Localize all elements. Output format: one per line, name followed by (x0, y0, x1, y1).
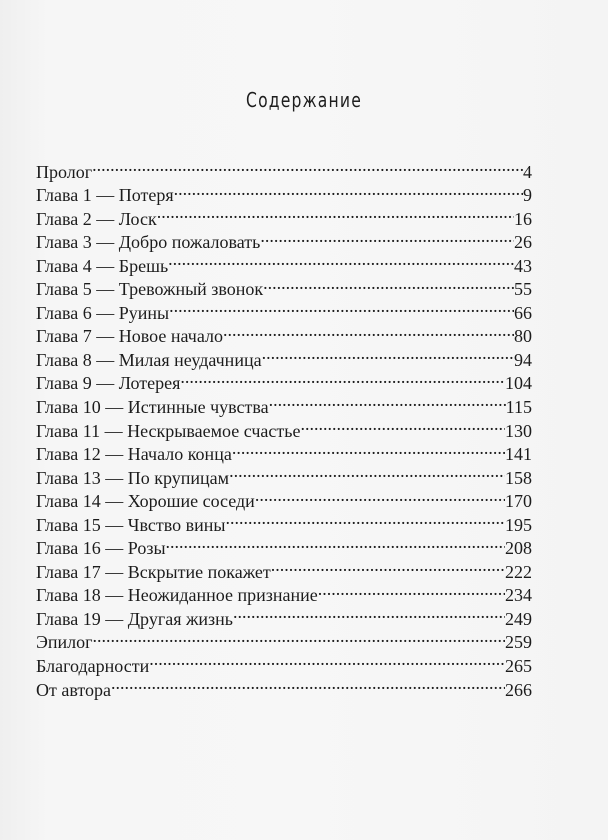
toc-entry-title: Глава 14 — Хорошие соседи (36, 491, 255, 512)
toc-entry (36, 672, 532, 700)
toc-entry-page-number: 80 (514, 326, 532, 347)
toc-entry-page-number: 141 (505, 444, 532, 465)
toc-entry-title: Глава 4 — Брешь (36, 255, 169, 276)
page-title: Содержание (246, 88, 362, 112)
toc-entry-title: Пролог (36, 161, 93, 182)
toc-entry-title: Глава 7 — Новое начало (36, 326, 223, 347)
toc-entry-page-number: 259 (505, 632, 532, 653)
toc-entry-page-number: 195 (505, 514, 532, 535)
toc-entry-page-number: 55 (514, 279, 532, 300)
toc-entry-page-number: 130 (505, 420, 532, 441)
toc-entry-title: Глава 1 — Потеря (36, 185, 174, 206)
toc-entry-page-number: 222 (505, 561, 532, 582)
dot-leader (169, 295, 514, 319)
dot-leader (223, 319, 514, 343)
dot-leader (229, 460, 505, 484)
dot-leader (318, 578, 505, 602)
dot-leader (93, 625, 505, 649)
toc-entry-title: Глава 16 — Розы (36, 538, 166, 559)
toc-entry-title: Глава 2 — Лоск (36, 208, 157, 229)
dot-leader (92, 154, 523, 178)
toc-entry-title: Глава 3 — Добро пожаловать (36, 232, 261, 253)
toc-entry (36, 648, 532, 677)
toc-entry-page-number: 158 (505, 467, 532, 488)
dot-leader (262, 342, 514, 366)
toc-entry-title: Глава 15 — Чвство вины (36, 514, 226, 535)
toc-entry-title: Глава 8 — Милая неудачница (36, 349, 262, 370)
dot-leader (233, 601, 505, 625)
toc-entry-title: Глава 9 — Лотерея (36, 373, 181, 394)
toc-entry-title: Глава 18 — Неожиданное признание (36, 585, 318, 606)
dot-leader (260, 225, 514, 249)
toc-entry-title: Глава 6 — Руины (36, 302, 170, 323)
dot-leader (168, 248, 514, 272)
toc-entry (36, 625, 532, 653)
toc-entry-title: Глава 5 — Тревожный звонок (36, 279, 264, 300)
dot-leader (232, 437, 505, 461)
toc-entry-page-number: 26 (514, 232, 532, 253)
dot-leader (263, 272, 514, 296)
table-of-contents (36, 154, 532, 700)
toc-entry-title: От автора (36, 679, 112, 700)
toc-entry-title: Глава 13 — По крупицам (36, 467, 230, 488)
toc-entry-title: Благодарности (36, 656, 150, 677)
toc-entry-page-number: 115 (505, 397, 532, 418)
dot-leader (174, 178, 523, 202)
dot-leader (180, 366, 505, 390)
toc-entry-title: Глава 12 — Начало конца (36, 444, 232, 465)
dot-leader (300, 413, 505, 437)
toc-entry-page-number: 66 (514, 302, 532, 323)
dot-leader (149, 648, 505, 672)
toc-entry-page-number: 4 (523, 161, 532, 182)
toc-entry-page-number: 9 (523, 185, 532, 206)
dot-leader (269, 389, 506, 413)
dot-leader (271, 554, 505, 578)
toc-entry (36, 154, 532, 182)
toc-entry-page-number: 234 (505, 585, 532, 606)
toc-entry-page-number: 94 (514, 349, 532, 370)
toc-entry-title: Глава 17 — Вскрытие покажет (36, 561, 271, 582)
toc-entry-title: Глава 19 — Другая жизнь (36, 608, 233, 629)
toc-entry-page-number: 249 (505, 608, 532, 629)
toc-entry-page-number: 104 (505, 373, 532, 394)
toc-entry-page-number: 265 (505, 656, 532, 677)
toc-entry-page-number: 170 (505, 491, 532, 512)
toc-entry (36, 178, 532, 206)
toc-entry-page-number: 16 (514, 208, 532, 229)
dot-leader (157, 201, 514, 225)
toc-entry-page-number: 208 (505, 538, 532, 559)
toc-entry-page-number: 43 (514, 255, 532, 276)
dot-leader (225, 507, 505, 531)
dot-leader (166, 531, 505, 555)
dot-leader (111, 672, 505, 696)
toc-entry-title: Глава 11 — Нескрываемое счастье (36, 420, 301, 441)
toc-entry-page-number: 266 (505, 679, 532, 700)
dot-leader (255, 484, 505, 508)
toc-entry-title: Эпилог (36, 632, 93, 653)
toc-entry-title: Глава 10 — Истинные чувства (36, 397, 269, 418)
